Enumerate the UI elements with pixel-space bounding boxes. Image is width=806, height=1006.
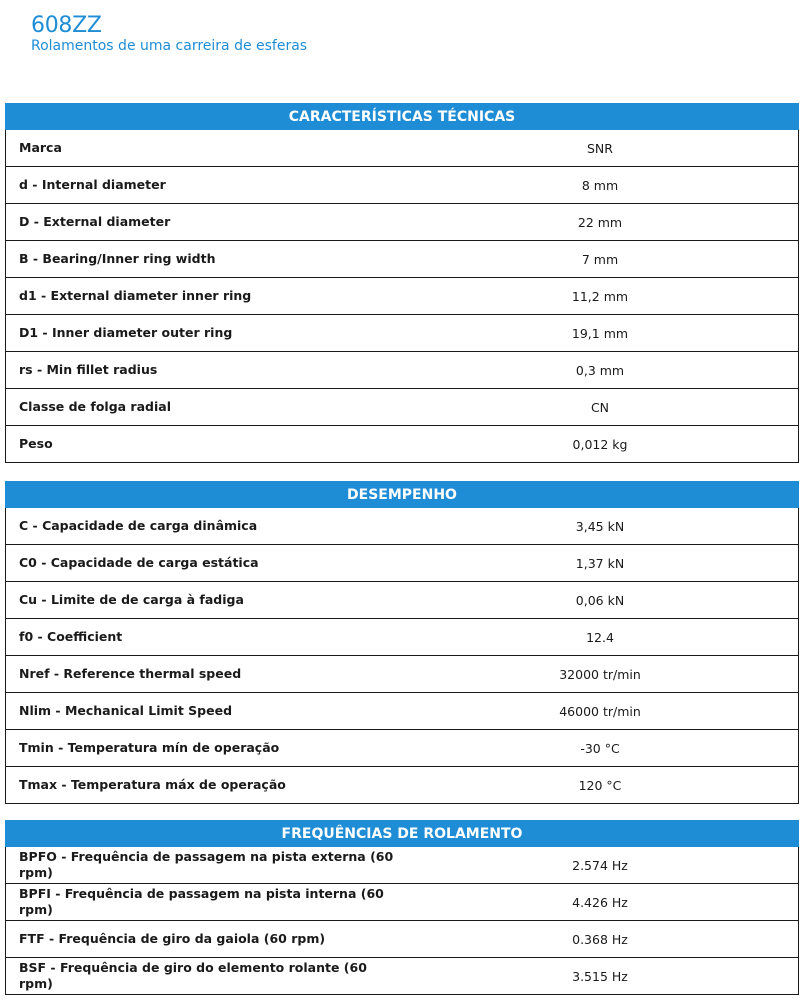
table-row — [6, 921, 799, 958]
row-label: Peso — [6, 426, 403, 463]
row-label: d1 - External diameter inner ring — [6, 278, 403, 315]
row-value: 7 mm — [402, 241, 799, 278]
performance-table — [5, 481, 799, 804]
row-label: D - External diameter — [6, 204, 403, 241]
row-value: 4.426 Hz — [402, 884, 799, 921]
page-title: 608ZZ — [31, 13, 102, 38]
row-value: 0,06 kN — [402, 582, 799, 619]
table-row — [6, 884, 799, 921]
row-label: Nref - Reference thermal speed — [6, 656, 403, 693]
table-row — [6, 352, 799, 389]
row-value: 46000 tr/min — [402, 693, 799, 730]
table-row — [6, 204, 799, 241]
bearing-frequencies-table — [5, 820, 799, 995]
row-label: Nlim - Mechanical Limit Speed — [6, 693, 403, 730]
row-label: d - Internal diameter — [6, 167, 403, 204]
row-value: 120 °C — [402, 767, 799, 804]
table-row — [6, 130, 799, 167]
row-label: Classe de folga radial — [6, 389, 403, 426]
row-value: 19,1 mm — [402, 315, 799, 352]
row-value: 3.515 Hz — [402, 958, 799, 995]
row-label: D1 - Inner diameter outer ring — [6, 315, 403, 352]
technical-specs-table — [5, 103, 799, 463]
row-value: 0,012 kg — [402, 426, 799, 463]
table-row — [6, 767, 799, 804]
table-row — [6, 315, 799, 352]
table-row — [6, 167, 799, 204]
section-title: FREQUÊNCIAS DE ROLAMENTO — [6, 821, 799, 847]
row-label: B - Bearing/Inner ring width — [6, 241, 403, 278]
row-value: 0,3 mm — [402, 352, 799, 389]
row-value: SNR — [402, 130, 799, 167]
table-row — [6, 389, 799, 426]
row-label: f0 - Coefficient — [6, 619, 403, 656]
page-header — [31, 12, 307, 54]
row-label: Tmax - Temperatura máx de operação — [6, 767, 403, 804]
table-row — [6, 730, 799, 767]
row-label: Tmin - Temperatura mín de operação — [6, 730, 403, 767]
table-row — [6, 508, 799, 545]
row-value: 2.574 Hz — [402, 847, 799, 884]
table-row — [6, 278, 799, 315]
row-label: FTF - Frequência de giro da gaiola (60 rpm) — [6, 921, 403, 958]
section-title: CARACTERÍSTICAS TÉCNICAS — [6, 104, 799, 130]
row-value: 11,2 mm — [402, 278, 799, 315]
row-value: 8 mm — [402, 167, 799, 204]
row-value: -30 °C — [402, 730, 799, 767]
table-row — [6, 656, 799, 693]
row-label: C - Capacidade de carga dinâmica — [6, 508, 403, 545]
row-label: BPFI - Frequência de passagem na pista interna (60 rpm) — [6, 884, 403, 921]
table-row — [6, 693, 799, 730]
table-row — [6, 426, 799, 463]
row-label: Marca — [6, 130, 403, 167]
row-label: C0 - Capacidade de carga estática — [6, 545, 403, 582]
row-value: 12.4 — [402, 619, 799, 656]
row-label: BSF - Frequência de giro do elemento rolante (60 rpm) — [6, 958, 403, 995]
row-value: 0.368 Hz — [402, 921, 799, 958]
table-row — [6, 619, 799, 656]
row-label: Cu - Limite de de carga à fadiga — [6, 582, 403, 619]
row-value: 22 mm — [402, 204, 799, 241]
table-row — [6, 582, 799, 619]
row-value: 3,45 kN — [402, 508, 799, 545]
row-value: 1,37 kN — [402, 545, 799, 582]
row-value: CN — [402, 389, 799, 426]
row-value: 32000 tr/min — [402, 656, 799, 693]
section-title: DESEMPENHO — [6, 482, 799, 508]
table-row — [6, 958, 799, 995]
table-row — [6, 545, 799, 582]
page-subtitle: Rolamentos de uma carreira de esferas — [31, 38, 308, 54]
row-label: BPFO - Frequência de passagem na pista externa (60 rpm) — [6, 847, 403, 884]
table-row — [6, 241, 799, 278]
row-label: rs - Min fillet radius — [6, 352, 403, 389]
table-row — [6, 847, 799, 884]
